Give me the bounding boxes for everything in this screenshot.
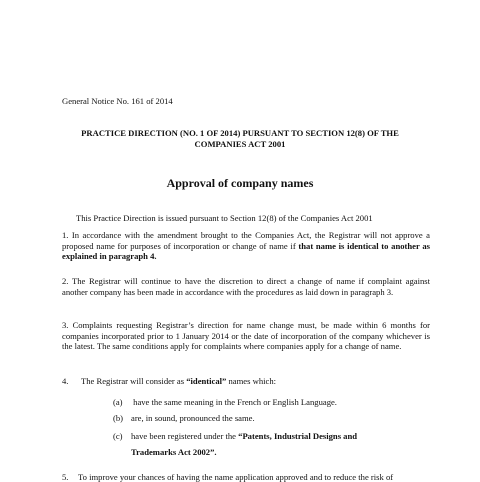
document-heading: Approval of company names (166, 176, 314, 190)
paragraph-1 (62, 230, 430, 262)
list-item-b-label: (b) (113, 413, 124, 423)
paragraph-3: 3. Complaints requesting Registrar’s direction for name change must, be made within 6 months for companies incorporated prior to 1 January 2014 or the date of incorporation of the company whichever is the latest. The same conditions apply for complaints where companies apply for a change of name. (62, 320, 430, 351)
paragraph-5-number: 5. (62, 472, 69, 482)
general-notice-number: General Notice No. 161 of 2014 (62, 96, 173, 106)
practice-direction-title-line2: COMPANIES ACT 2001 (194, 139, 286, 149)
paragraph-5 (62, 472, 393, 482)
paragraph-4-text: The Registrar will consider as (81, 376, 187, 386)
list-item-c-label: (c) (113, 431, 123, 441)
list-item-c-continuation (131, 447, 217, 457)
list-item-b (113, 413, 255, 423)
intro-sentence: This Practice Direction is issued pursuant to Section 12(8) of the Companies Act 2001 (76, 213, 373, 223)
paragraph-1-text: 1. In accordance with the amendment brought to the Companies Act, the Registrar will not approve a proposed name for purposes of incorporation or change of name if (62, 230, 430, 251)
list-item-b-text: are, in sound, pronounced the same. (131, 413, 255, 423)
list-item-c-bold2: Trademarks Act 2002” (131, 447, 215, 457)
list-item-a-label: (a) (113, 397, 123, 407)
list-item-a (113, 397, 337, 407)
paragraph-1-bold: that name is identical to another as explained in paragraph 4. (62, 240, 430, 261)
list-item-c-bold: “Patents, Industrial Designs and (238, 431, 358, 441)
list-item-c (113, 431, 357, 441)
paragraph-4-tail: names which: (226, 376, 277, 386)
paragraph-5-text: To improve your chances of having the name application approved and to reduce the risk of (78, 472, 394, 482)
practice-direction-title-line1: PRACTICE DIRECTION (NO. 1 OF 2014) PURSUANT TO SECTION 12(8) OF THE (81, 128, 399, 138)
paragraph-4 (62, 376, 276, 386)
paragraph-2: 2. The Registrar will continue to have the discretion to direct a change of name if complaint against another company has been made in accordance with the procedures as laid down in paragraph 3. (62, 276, 430, 297)
paragraph-4-bold: “identical” (186, 376, 227, 386)
list-item-a-text: have the same meaning in the French or English Language. (131, 397, 337, 407)
paragraph-4-number: 4. (62, 376, 69, 386)
list-item-c-tail: . (214, 447, 217, 457)
list-item-c-text: have been registered under the (131, 431, 239, 441)
